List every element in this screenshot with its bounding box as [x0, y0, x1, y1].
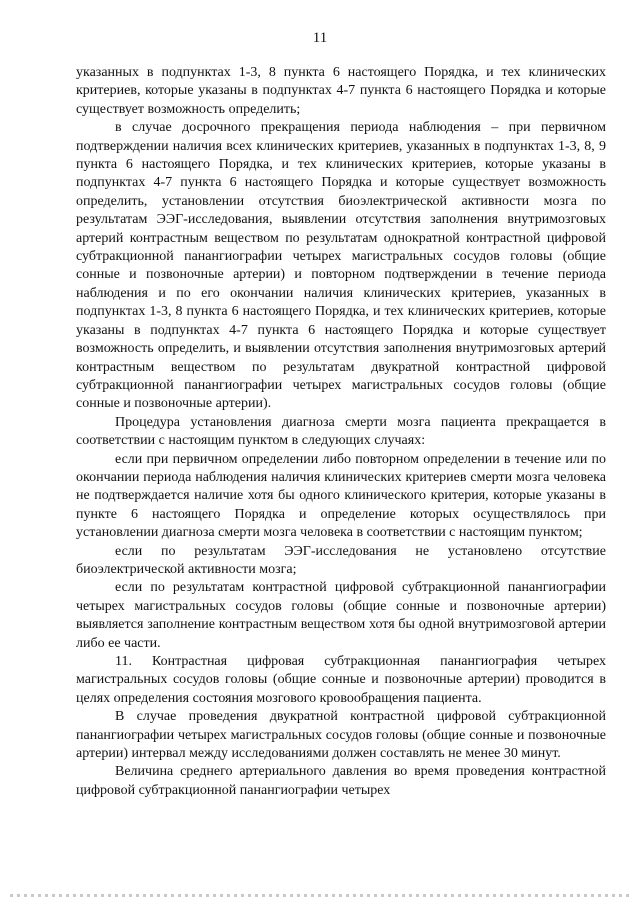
paragraph: если по результатам ЭЭГ-исследования не установлено отсутствие биоэлектрической активности мозга; [76, 543, 606, 577]
paragraph: Величина среднего артериального давления во время проведения контрастной цифровой субтракционной панангиографии четырех [76, 764, 606, 798]
paragraph: 11. Контрастная цифровая субтракционная панангиография четырех магистральных сосудов головы (общие сонные и позвоночные артерии) проводится в целях определения состояния мозгового кровообращения пациента. [76, 654, 606, 706]
scan-artifact-strip [10, 894, 630, 897]
paragraph: указанных в подпунктах 1-3, 8 пункта 6 настоящего Порядка, и тех клинических критериев, которые указаны в подпунктах 4-7 пункта 6 настоящего Порядка и которые существует возможность определить; [76, 65, 606, 117]
paragraph: В случае проведения двукратной контрастной цифровой субтракционной панангиографии четырех магистральных сосудов головы (общие сонные и позвоночные артерии) интервал между исследованиями должен составлять не менее 30 минут. [76, 709, 606, 762]
paragraph: если при первичном определении либо повторном определении в течение или по окончании периода наблюдения наличия клинических критериев смерти мозга человека не подтверждается наличие хотя бы одного клинического критерия, которые указаны в пункте 6 настоящего Порядка и определение которых осуществлялось при установлении диагноза смерти мозга человека в соответствии с настоящим пунктом; [76, 451, 606, 541]
paragraph: в случае досрочного прекращения периода наблюдения – при первичном подтверждении наличия всех клинических критериев, указанных в подпунктах 1-3, 8, 9 пункта 6 настоящего Порядка, и тех клинических критериев, которые указаны в подпунктах 4-7 пункта 6 настоящего Порядка и которые существует возможность определить, установлении отсутствия биоэлектрической активности мозга по результатам ЭЭГ-исследования, выявлении отсутствия заполнения внутримозговых артерий контрастным веществом по результатам однократной контрастной цифровой субтракционной панангиографии четырех магистральных сосудов головы (общие сонные и позвоночные артерии) и повторном подтверждении в течение периода наблюдения и по его окончании наличия клинических критериев, указанных в подпунктах 1-3, 8 пункта 6 настоящего Порядка, и тех клинических критериев, которые указаны в подпунктах 4-7 пункта 6 настоящего Порядка и которые существует возможность определить, и выявлении отсутствия заполнения внутримозговых артерий контрастным веществом по результатам двукратной контрастной цифровой субтракционной панангиографии четырех магистральных сосудов головы (общие сонные и позвоночные артерии). [76, 120, 606, 412]
body-text [76, 64, 606, 800]
paragraph: Процедура установления диагноза смерти мозга пациента прекращается в соответствии с настоящим пунктом в следующих случаях: [76, 414, 606, 449]
page-number: 11 [312, 30, 328, 46]
paragraph: если по результатам контрастной цифровой субтракционной панангиографии четырех магистральных сосудов головы (общие сонные и позвоночные артерии) выявляется заполнение контрастным веществом хотя бы одной внутримозговой артерии либо ее части. [76, 580, 606, 651]
